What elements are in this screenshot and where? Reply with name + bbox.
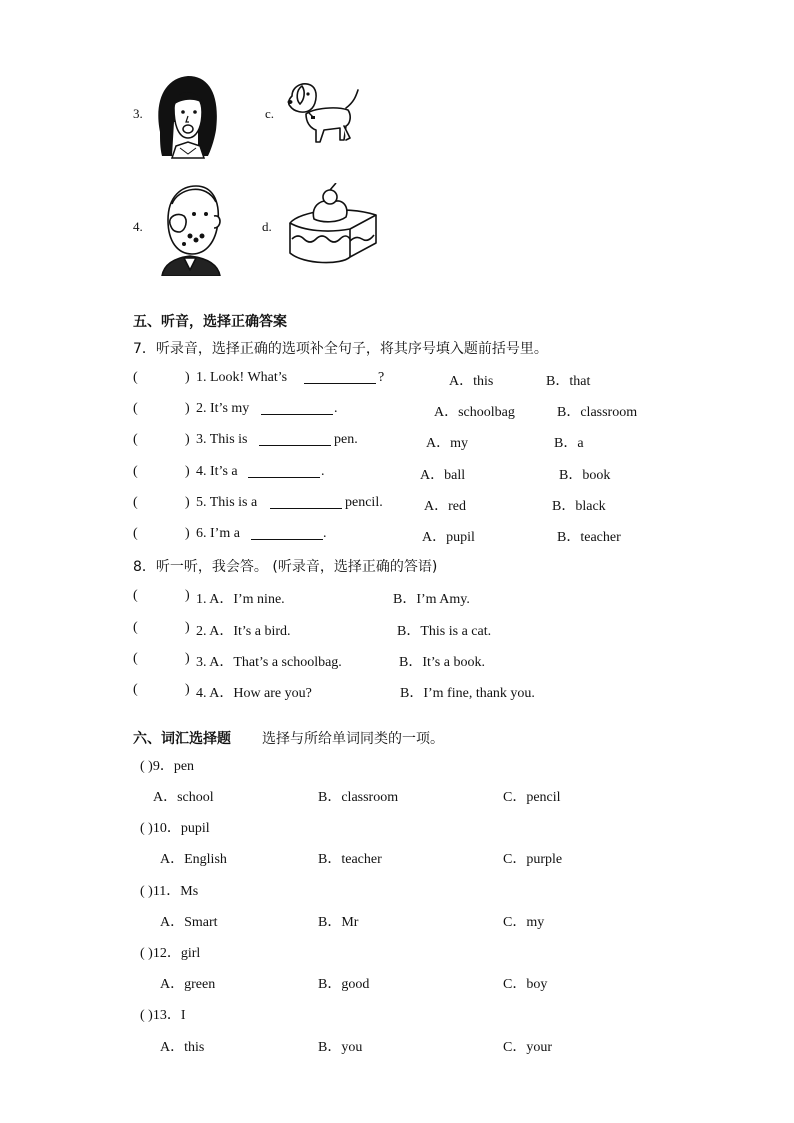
question-text: 5. This is a (196, 495, 258, 510)
question-text: 3. This is (196, 432, 248, 447)
option-c: C．boy (503, 977, 548, 992)
question-stem: ( )11．Ms (140, 884, 199, 899)
option-a: A．green (160, 977, 216, 992)
fill-blank (270, 495, 342, 509)
question-stem: ( )12．girl (140, 946, 201, 961)
option-a: A．schoolbag (434, 405, 515, 420)
fill-blank (304, 370, 376, 384)
question-text: 1. Look! What’s (196, 370, 288, 385)
question-stem: ( )10．pupil (140, 821, 210, 836)
picture-letter-c: c. (265, 106, 275, 121)
option-b: B．black (552, 499, 606, 514)
option-a: 3. A．That’s a schoolbag. (196, 655, 342, 670)
option-b: B．I’m Amy. (393, 592, 470, 607)
option-b: B．book (559, 468, 611, 483)
question-stem: ( )9．pen (140, 759, 195, 774)
section-5-title: 五、听音，选择正确答案 (133, 314, 287, 330)
question-7-instruction: 7．听录音，选择正确的选项补全句子，将其序号填入题前括号里。 (133, 341, 548, 357)
man-picture (156, 180, 226, 276)
question-text: 6. I’m a (196, 526, 240, 541)
question-text-end: . (321, 464, 325, 479)
option-b: B．It’s a book. (399, 655, 485, 670)
answer-paren-open: ( (133, 370, 138, 385)
answer-paren-open: ( (133, 401, 138, 416)
question-8-instruction: 8．听一听，我会答。 (听录音，选择正确的答语) (133, 559, 438, 575)
option-c: C．my (503, 915, 545, 930)
option-a: A．English (160, 852, 227, 867)
option-b: B．teacher (557, 530, 621, 545)
answer-paren-open: ( (133, 620, 138, 635)
answer-paren-open: ( (133, 682, 138, 697)
answer-paren-close: ) (185, 432, 190, 447)
question-text: 4. It’s a (196, 464, 238, 479)
answer-paren-close: ) (185, 401, 190, 416)
section-6-instruction: 选择与所给单词同类的一项。 (262, 731, 444, 747)
question-stem: ( )13．I (140, 1008, 186, 1023)
answer-paren-open: ( (133, 526, 138, 541)
picture-number-3: 3. (133, 106, 143, 121)
option-a: 1. A．I’m nine. (196, 592, 285, 607)
option-b: B．that (546, 374, 591, 389)
option-a: A．this (449, 374, 494, 389)
answer-paren-close: ) (185, 682, 190, 697)
answer-paren-close: ) (185, 370, 190, 385)
girl-picture (152, 72, 222, 160)
answer-paren-open: ( (133, 495, 138, 510)
option-b: B．teacher (318, 852, 382, 867)
answer-paren-close: ) (185, 620, 190, 635)
option-b: B．good (318, 977, 370, 992)
option-b: B．I’m fine, thank you. (400, 686, 535, 701)
option-a: A．pupil (422, 530, 475, 545)
option-c: C．your (503, 1040, 552, 1055)
option-b: B．This is a cat. (397, 624, 492, 639)
question-text: 2. It’s my (196, 401, 250, 416)
fill-blank (248, 464, 320, 478)
option-b: B．a (554, 436, 584, 451)
answer-paren-close: ) (185, 464, 190, 479)
question-text-end: . (323, 526, 327, 541)
question-text-end: ? (378, 370, 385, 385)
fill-blank (261, 401, 333, 415)
question-text-end: pen. (334, 432, 358, 447)
option-c: C．purple (503, 852, 563, 867)
cake-picture (284, 183, 380, 269)
option-a: A．Smart (160, 915, 218, 930)
option-c: C．pencil (503, 790, 561, 805)
option-b: B．you (318, 1040, 363, 1055)
question-text-end: . (334, 401, 338, 416)
option-b: B．classroom (557, 405, 638, 420)
answer-paren-open: ( (133, 651, 138, 666)
option-b: B．Mr (318, 915, 359, 930)
option-a: A．school (153, 790, 214, 805)
option-a: 2. A．It’s a bird. (196, 624, 291, 639)
answer-paren-close: ) (185, 495, 190, 510)
picture-letter-d: d. (262, 219, 272, 234)
answer-paren-open: ( (133, 588, 138, 603)
option-a: A．red (424, 499, 466, 514)
answer-paren-close: ) (185, 526, 190, 541)
answer-paren-open: ( (133, 432, 138, 447)
option-a: 4. A．How are you? (196, 686, 312, 701)
option-a: A．my (426, 436, 468, 451)
fill-blank (251, 526, 323, 540)
option-a: A．ball (420, 468, 466, 483)
question-text-end: pencil. (345, 495, 383, 510)
picture-number-4: 4. (133, 219, 143, 234)
section-6-title: 六、词汇选择题 (133, 731, 231, 747)
answer-paren-close: ) (185, 651, 190, 666)
fill-blank (259, 432, 331, 446)
answer-paren-close: ) (185, 588, 190, 603)
dog-picture (284, 78, 364, 148)
option-a: A．this (160, 1040, 205, 1055)
answer-paren-open: ( (133, 464, 138, 479)
option-b: B．classroom (318, 790, 399, 805)
